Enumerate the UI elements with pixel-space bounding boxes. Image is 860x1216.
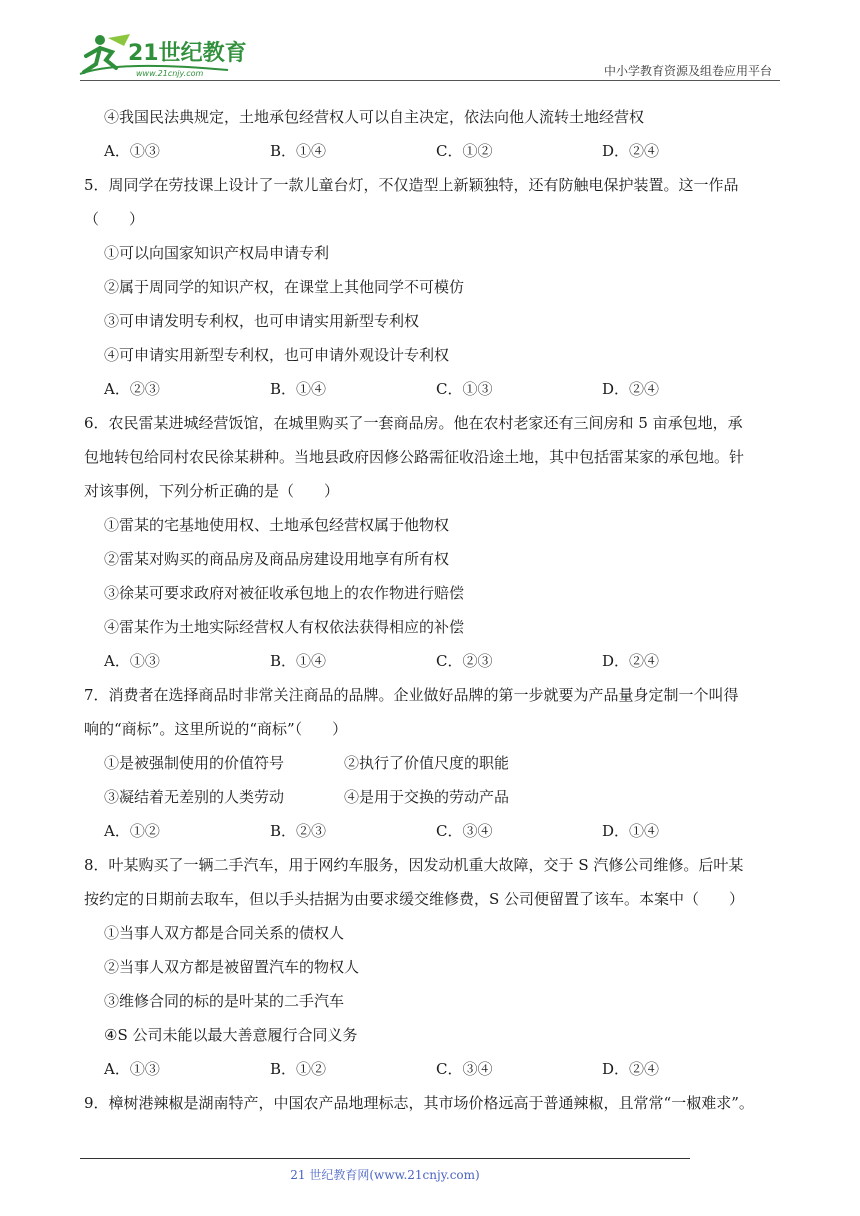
- q8-option-b[interactable]: B．①②: [270, 1060, 327, 1078]
- header-divider: [80, 80, 780, 81]
- q7-statement-3: ③凝结着无差别的人类劳动: [104, 788, 285, 806]
- q6-stem-line-1: 6．农民雷某进城经营饭馆，在城里购买了一套商品房。他在农村老家还有三间房和 5 亩承包地，承: [84, 414, 743, 432]
- q8-option-d[interactable]: D．②④: [602, 1060, 660, 1078]
- q6-statement-2: ②雷某对购买的商品房及商品房建设用地享有所有权: [104, 550, 450, 568]
- exam-content: [84, 100, 784, 1120]
- q6-stem-line-3: 对该事例，下列分析正确的是（ ）: [84, 482, 340, 500]
- q7-statements-row-1: [84, 746, 784, 780]
- q7-stem-line-2: 响的“商标”。这里所说的“商标”（ ）: [84, 720, 348, 738]
- q4-options: [84, 134, 784, 168]
- platform-name: 中小学教育资源及组卷应用平台: [603, 64, 772, 78]
- q7-stem-line-1: 7．消费者在选择商品时非常关注商品的品牌。企业做好品牌的第一步就要为产品量身定制一个叫得: [84, 686, 739, 704]
- footer-link[interactable]: 21 世纪教育网(www.21cnjy.com): [290, 1168, 480, 1182]
- q5-statement-4: ④可申请实用新型专利权，也可申请外观设计专利权: [104, 346, 450, 364]
- logo-url: www.21cnjy.com: [136, 69, 204, 78]
- q7-statements-row-2: [84, 780, 784, 814]
- q5-option-a[interactable]: A．②③: [104, 380, 160, 398]
- q8-statement-2: ②当事人双方都是被留置汽车的物权人: [104, 958, 360, 976]
- q8-option-c[interactable]: C．③④: [436, 1060, 493, 1078]
- q7-statement-1: ①是被强制使用的价值符号: [104, 754, 285, 772]
- site-logo[interactable]: [78, 30, 258, 80]
- q5-option-b[interactable]: B．①④: [270, 380, 327, 398]
- q7-option-c[interactable]: C．③④: [436, 822, 493, 840]
- q8-statement-3: ③维修合同的标的是叶某的二手汽车: [104, 992, 345, 1010]
- q6-option-d[interactable]: D．②④: [602, 652, 660, 670]
- q6-options: [84, 644, 784, 678]
- q4-option-d[interactable]: D．②④: [602, 142, 660, 160]
- logo-graphic: [78, 30, 258, 80]
- q5-option-d[interactable]: D．②④: [602, 380, 660, 398]
- q7-option-b[interactable]: B．②③: [270, 822, 327, 840]
- q7-option-a[interactable]: A．①②: [104, 822, 160, 840]
- q5-statement-1: ①可以向国家知识产权局申请专利: [104, 244, 330, 262]
- q8-stem-line-2: 按约定的日期前去取车，但以手头拮据为由要求缓交维修费，S 公司便留置了该车。本案中（ ）: [84, 890, 745, 908]
- footer-divider: [80, 1158, 690, 1159]
- q6-statement-1: ①雷某的宅基地使用权、土地承包经营权属于他物权: [104, 516, 450, 534]
- q5-options: [84, 372, 784, 406]
- logo-text: 21世纪教育: [128, 41, 247, 66]
- q4-option-b[interactable]: B．①④: [270, 142, 327, 160]
- q8-statement-1: ①当事人双方都是合同关系的债权人: [104, 924, 345, 942]
- q7-options: [84, 814, 784, 848]
- q9-stem-line-1: 9．樟树港辣椒是湖南特产，中国农产品地理标志，其市场价格远高于普通辣椒，且常常“一椒难求”。: [84, 1094, 754, 1112]
- q5-stem-line-1: 5．周同学在劳技课上设计了一款儿童台灯，不仅造型上新颖独特，还有防触电保护装置。这一作品: [84, 176, 739, 194]
- q5-stem-line-2: （ ）: [84, 210, 145, 228]
- q4-option-a[interactable]: A．①③: [104, 142, 160, 160]
- q6-option-a[interactable]: A．①③: [104, 652, 160, 670]
- q7-statement-4: ④是用于交换的劳动产品: [344, 788, 510, 806]
- q6-option-c[interactable]: C．②③: [436, 652, 493, 670]
- q6-option-b[interactable]: B．①④: [270, 652, 327, 670]
- q8-statement-4: ④S 公司未能以最大善意履行合同义务: [104, 1026, 358, 1044]
- q6-statement-3: ③徐某可要求政府对被征收承包地上的农作物进行赔偿: [104, 584, 465, 602]
- q4-option-c[interactable]: C．①②: [436, 142, 493, 160]
- q8-option-a[interactable]: A．①③: [104, 1060, 160, 1078]
- q5-statement-3: ③可申请发明专利权，也可申请实用新型专利权: [104, 312, 420, 330]
- q8-options: [84, 1052, 784, 1086]
- q6-statement-4: ④雷某作为土地实际经营权人有权依法获得相应的补偿: [104, 618, 465, 636]
- q6-stem-line-2: 包地转包给同村农民徐某耕种。当地县政府因修公路需征收沿途土地，其中包括雷某家的承包地。针: [84, 448, 745, 466]
- q5-statement-2: ②属于周同学的知识产权，在课堂上其他同学不可模仿: [104, 278, 465, 296]
- q8-stem-line-1: 8．叶某购买了一辆二手汽车，用于网约车服务，因发动机重大故障，交于 S 汽修公司维修。后叶某: [84, 856, 744, 874]
- q5-option-c[interactable]: C．①③: [436, 380, 493, 398]
- q7-statement-2: ②执行了价值尺度的职能: [344, 754, 510, 772]
- q4-statement-4: ④我国民法典规定，土地承包经营权人可以自主决定，依法向他人流转土地经营权: [104, 108, 645, 126]
- q7-option-d[interactable]: D．①④: [602, 822, 660, 840]
- page-header: [0, 0, 860, 84]
